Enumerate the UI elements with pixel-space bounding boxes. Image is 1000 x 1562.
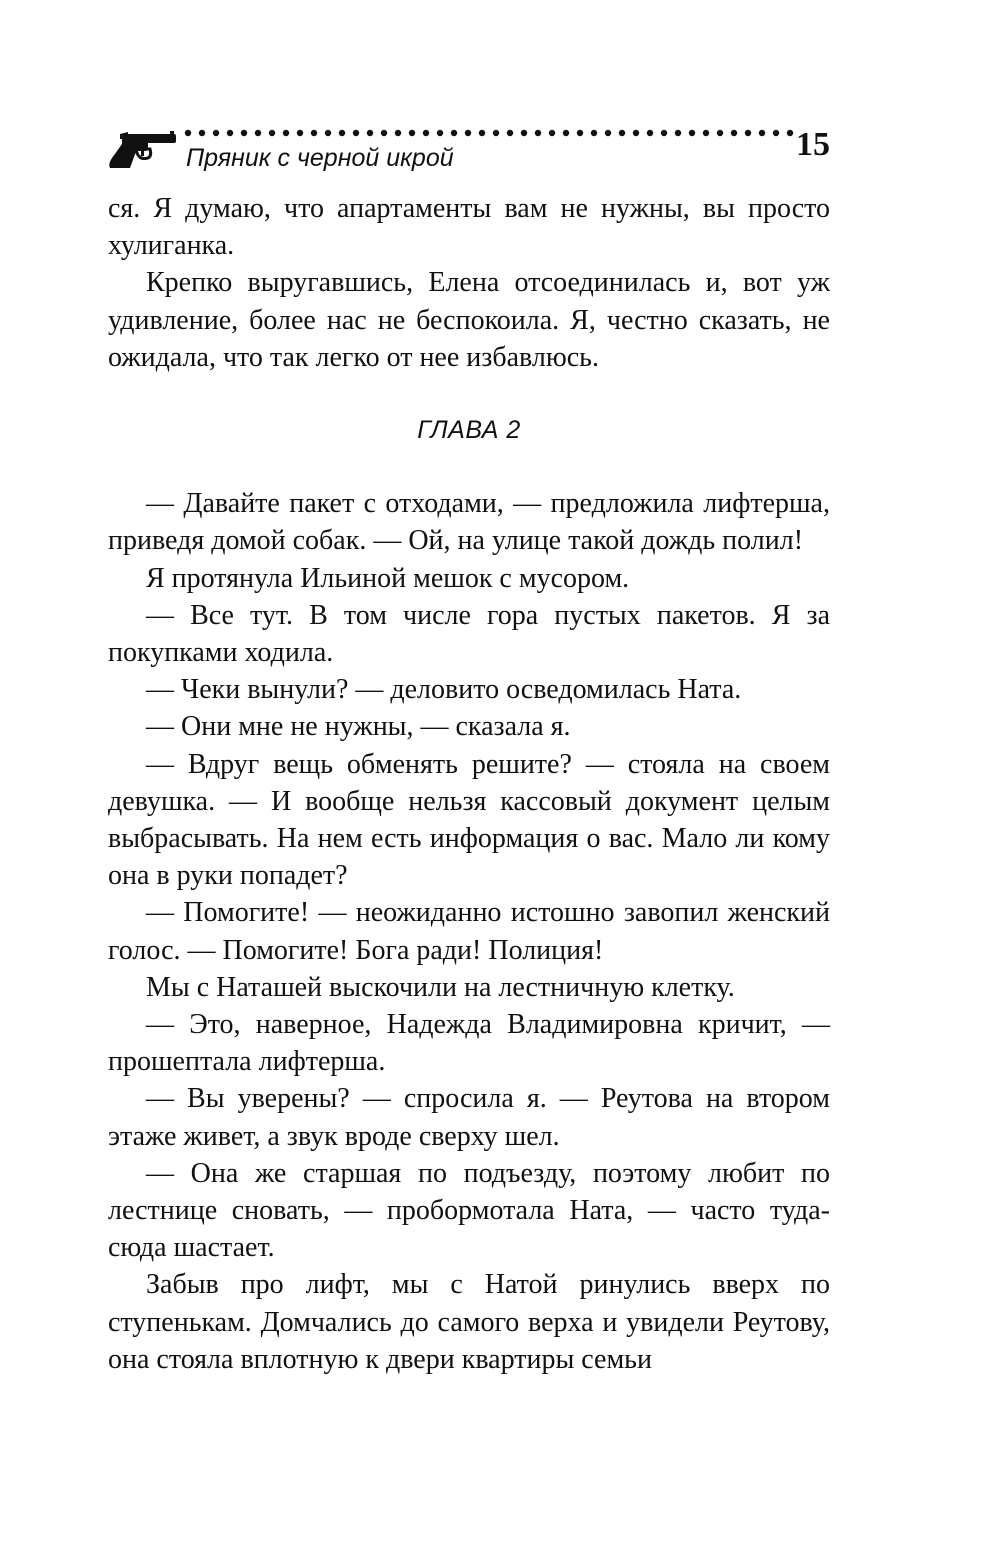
paragraph: Забыв про лифт, мы с Натой ринулись вверх по ступенькам. Домчались до самого верха и увидели Реутову, она стояла вплотную к двери квартиры семьи bbox=[108, 1269, 830, 1375]
paragraph: — Чеки вынули? — деловито осведомилась Ната. bbox=[146, 674, 742, 706]
paragraph: — Помогите! — неожиданно истошно завопил женский голос. — Помогите! Бога ради! Полиция! bbox=[108, 897, 830, 966]
paragraph: — Они мне не нужны, — сказала я. bbox=[146, 711, 571, 743]
paragraph: Мы с Наташей выскочили на лестничную клетку. bbox=[146, 971, 735, 1003]
paragraph: — Все тут. В том числе гора пустых пакетов. Я за покупками ходила. bbox=[108, 599, 830, 669]
paragraph: — Вдруг вещь обменять решите? — стояла на своем девушка. — И вообще нельзя кассовый документ целым выбрасывать. На нем есть информация о вас. Мало ли кому она в руки попадет? bbox=[108, 748, 830, 892]
paragraph: Я протянула Ильиной мешок с мусором. bbox=[146, 562, 630, 594]
paragraph: — Она же старшая по подъезду, поэтому любит по лестнице сновать, — пробормотала Ната, — часто туда-сюда шастает. bbox=[108, 1157, 830, 1264]
paragraph: — Давайте пакет с отходами, — предложила лифтерша, приведя домой собак. — Ой, на улице такой дождь полил! bbox=[108, 488, 830, 557]
paragraph: — Вы уверены? — спросила я. — Реутова на втором этаже живет, а звук вроде сверху шел. bbox=[108, 1083, 830, 1152]
book-title: Пряник с черной икрой bbox=[186, 144, 454, 172]
dotted-rule bbox=[182, 126, 804, 140]
revolver-icon bbox=[108, 130, 180, 170]
paragraph: — Это, наверное, Надежда Владимировна кричит, — прошептала лифтерша. bbox=[108, 1009, 830, 1078]
running-header bbox=[108, 122, 830, 174]
page-number: 15 bbox=[796, 126, 830, 163]
body-text bbox=[108, 190, 830, 1378]
paragraph: Крепко выругавшись, Елена отсоединилась и, вот уж удивление, более нас не беспокоила. Я, честно сказать, не ожидала, что так легко от нее избавлюсь. bbox=[108, 267, 830, 373]
chapter-heading: ГЛАВА 2 bbox=[417, 416, 521, 445]
paragraph: ся. Я думаю, что апартаменты вам не нужны, вы просто хулиганка. bbox=[108, 193, 830, 262]
